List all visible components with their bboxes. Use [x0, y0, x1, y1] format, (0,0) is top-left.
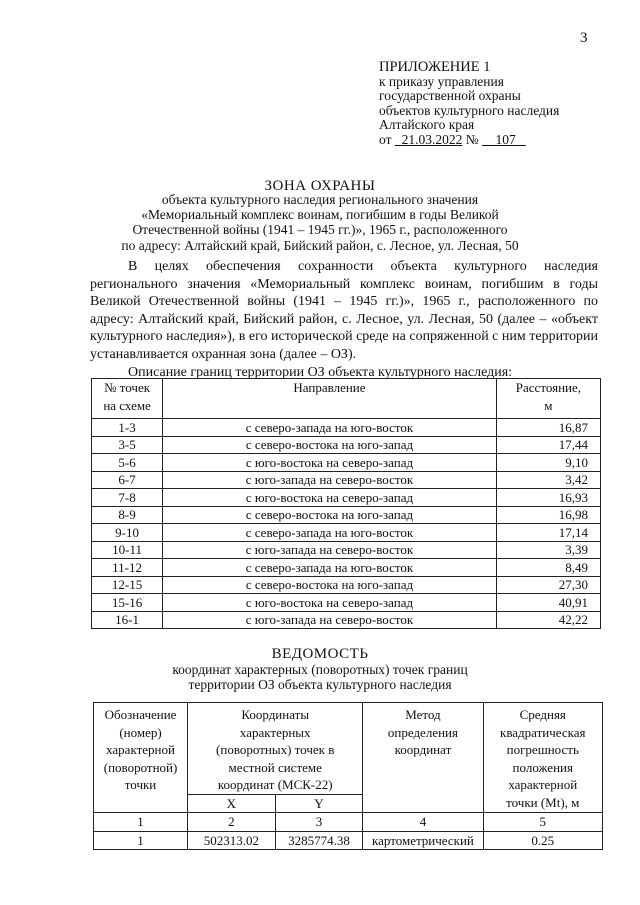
row-points: 15-16 [92, 594, 163, 612]
row-distance: 17,14 [496, 524, 600, 542]
boundary-row [92, 419, 601, 437]
row-direction: с северо-запада на юго-восток [163, 559, 497, 577]
row-distance: 16,87 [496, 419, 600, 437]
row-distance: 9,10 [496, 454, 600, 472]
zone-title: ЗОНА ОХРАНЫ [264, 178, 376, 194]
appendix-line: к приказу управления [379, 73, 504, 89]
column-number: 2 [188, 813, 276, 832]
row-direction: с северо-востока на юго-запад [163, 436, 497, 454]
row-direction: с юго-запада на северо-восток [163, 541, 497, 559]
boundary-row [92, 454, 601, 472]
zone-subtitle: объекта культурного наследия регионального значения «Мемориальный комплекс воинам, погибшим в годы Великой Отечественной войны (1941 – 1945 гг.)», 1965 г., расположенного по адресу: Алтайский край, Бийский район, с. Лесное, ул. Лесная, 50 [121, 192, 519, 253]
coord-y: 3285774.38 [275, 831, 363, 850]
row-distance: 42,22 [496, 611, 600, 629]
row-points: 16-1 [92, 611, 163, 629]
boundary-row [92, 506, 601, 524]
row-points: 7-8 [92, 489, 163, 507]
appendix-date-line [379, 133, 559, 148]
row-distance: 17,44 [496, 436, 600, 454]
column-number: 5 [483, 813, 602, 832]
row-direction: с северо-востока на юго-запад [163, 576, 497, 594]
intro-paragraph: В целях обеспечения сохранности объекта культурного наследия регионального значения «Мемориальный комплекс воинам, погибшим в годы Великой Отечественной войны (1941 – 1945 гг.)», 1965 г., расположенного по адресу: Алтайский край, Бийский район, с. Лесное, ул. Лесная, 50 (далее – «объект культурного наследия»), в его исторической среде на сопряженной с ним территории устанавливается охранная зона (далее – ОЗ). [90, 259, 598, 362]
row-direction: с юго-востока на северо-запад [163, 594, 497, 612]
boundary-row [92, 559, 601, 577]
appendix-line: государственной охраны [379, 88, 521, 103]
appendix-title: ПРИЛОЖЕНИЕ 1 [379, 59, 491, 75]
header-direction: Направление [163, 379, 497, 419]
coordinate-row [94, 831, 603, 850]
method: картометрический [363, 831, 483, 850]
row-points: 6-7 [92, 471, 163, 489]
point-number: 1 [94, 831, 188, 850]
order-number: 107 [495, 131, 516, 147]
page-number: 3 [580, 30, 588, 46]
header-points: № точек на схеме [92, 379, 163, 419]
header-x: X [188, 794, 276, 813]
header-coordinates: Координаты характерных (поворотных) точек в местной системе координат (МСК-22) [188, 703, 363, 795]
column-number: 3 [275, 813, 363, 832]
boundary-row [92, 541, 601, 559]
number-sign: № [465, 131, 479, 147]
column-number: 1 [94, 813, 188, 832]
boundary-row [92, 489, 601, 507]
row-points: 12-15 [92, 576, 163, 594]
header-error: Средняя квадратическая погрешность положения характерной точки (Mt), м [483, 703, 602, 813]
header-distance: Расстояние, м [496, 379, 600, 419]
row-points: 3-5 [92, 436, 163, 454]
boundary-table [91, 378, 601, 629]
vedomost-subtitle: координат характерных (поворотных) точек границ территории ОЗ объекта культурного наследия [172, 662, 468, 692]
row-points: 5-6 [92, 454, 163, 472]
row-direction: с северо-востока на юго-запад [163, 506, 497, 524]
appendix-block [379, 60, 559, 147]
date-prefix: от [379, 131, 392, 147]
order-date: 21.03.2022 [401, 131, 463, 147]
row-direction: с северо-запада на юго-восток [163, 524, 497, 542]
row-distance: 27,30 [496, 576, 600, 594]
header-method: Метод определения координат [363, 703, 483, 813]
row-points: 11-12 [92, 559, 163, 577]
vedomost-title: ВЕДОМОСТЬ [271, 646, 369, 662]
boundary-table-caption: Описание границ территории ОЗ объекта культурного наследия: [128, 365, 513, 380]
column-number: 4 [363, 813, 483, 832]
appendix-line: Алтайского края [379, 117, 475, 132]
row-distance: 16,98 [496, 506, 600, 524]
boundary-row [92, 594, 601, 612]
row-points: 8-9 [92, 506, 163, 524]
boundary-row [92, 436, 601, 454]
row-points: 10-11 [92, 541, 163, 559]
boundary-row [92, 611, 601, 629]
header-designation: Обозначение (номер) характерной (поворотной) точки [94, 703, 188, 813]
row-direction: с юго-востока на северо-запад [163, 454, 497, 472]
row-direction: с юго-востока на северо-запад [163, 489, 497, 507]
row-distance: 3,39 [496, 541, 600, 559]
coord-x: 502313.02 [188, 831, 276, 850]
error: 0.25 [483, 831, 602, 850]
boundary-row [92, 524, 601, 542]
row-points: 9-10 [92, 524, 163, 542]
row-points: 1-3 [92, 419, 163, 437]
row-distance: 16,93 [496, 489, 600, 507]
coordinates-table [93, 702, 603, 850]
boundary-row [92, 471, 601, 489]
row-distance: 40,91 [496, 594, 600, 612]
appendix-line: объектов культурного наследия [379, 102, 560, 118]
boundary-row [92, 576, 601, 594]
row-direction: с юго-запада на северо-восток [163, 611, 497, 629]
row-distance: 3,42 [496, 471, 600, 489]
row-distance: 8,49 [496, 559, 600, 577]
header-y: Y [275, 794, 363, 813]
row-direction: с юго-запада на северо-восток [163, 471, 497, 489]
row-direction: с северо-запада на юго-восток [163, 419, 497, 437]
